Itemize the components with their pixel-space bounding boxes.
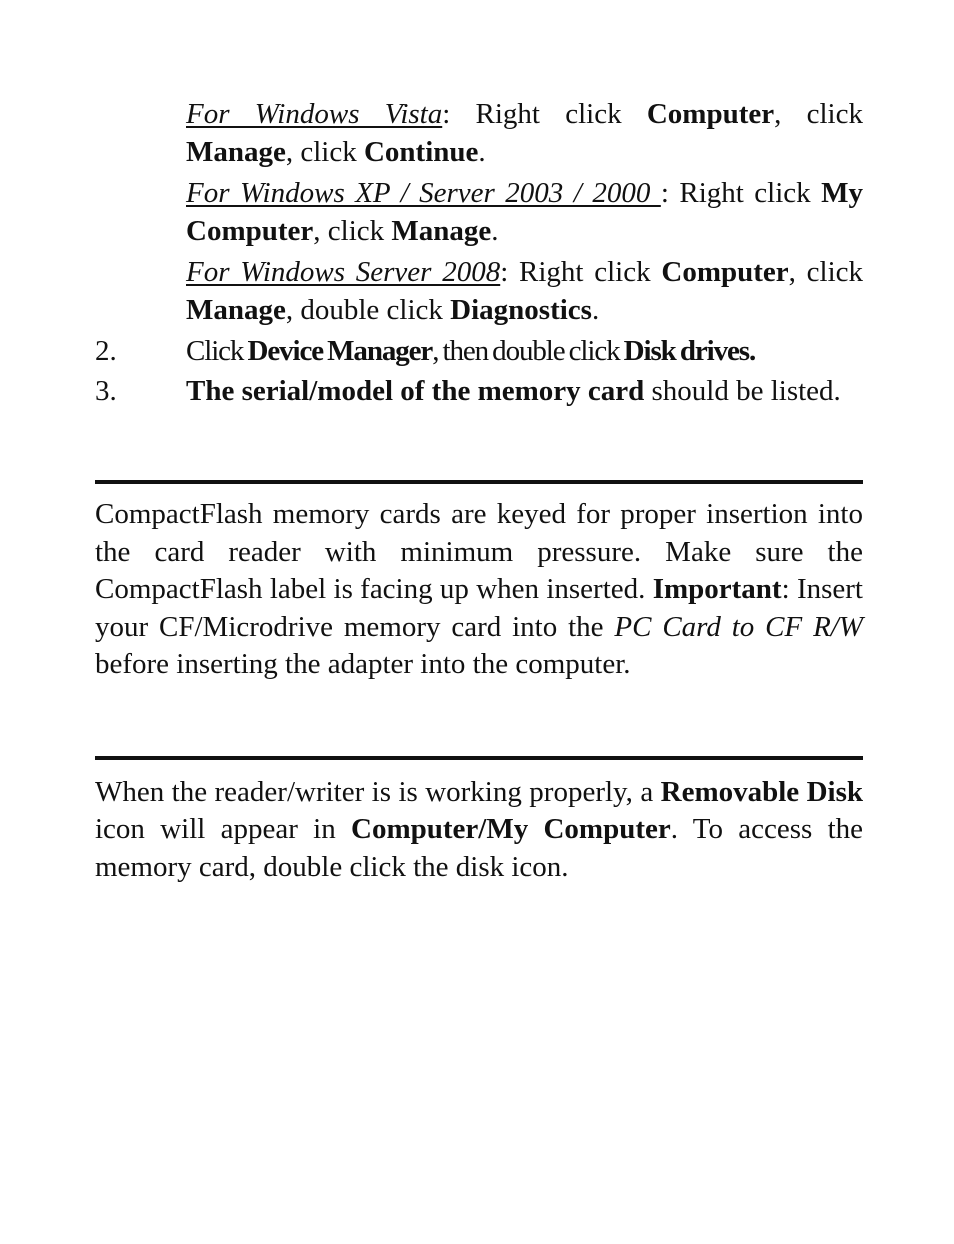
server2008-diagnostics-term: Diagnostics (450, 293, 592, 326)
step-2 (95, 333, 863, 371)
device-manager-term: Device Manager (247, 335, 433, 367)
disk-drives-term: Disk drives. (623, 335, 756, 367)
important-term: Important (652, 573, 782, 605)
serial-model-term: The serial/model of the memory card (186, 374, 645, 407)
step-3 (95, 373, 863, 411)
xp-my-computer-term: My Computer (186, 177, 864, 247)
product-name: PC Card to CF R/W (614, 610, 864, 643)
step-text: Click Device Manager, then double click Disk drives. (186, 335, 756, 367)
xp-instruction: For Windows XP / Server 2003 / 2000 : Right click My Computer, click Manage. (186, 177, 864, 247)
server2008-instruction: For Windows Server 2008: Right click Computer, click Manage, double click Diagnostics. (186, 256, 864, 326)
section-divider (95, 480, 863, 484)
document-page (95, 96, 863, 886)
computer-my-computer-term: Computer/My Computer (351, 813, 671, 845)
step-text: The serial/model of the memory card should be listed. (186, 374, 841, 407)
vista-manage-term: Manage (186, 135, 286, 168)
vista-continue-term: Continue (363, 135, 479, 168)
usage-paragraph: When the reader/writer is is working properly, a Removable Disk icon will appear in Computer/My Computer. To access the memory card, double click the disk icon. (95, 775, 864, 883)
step-number: 3. (95, 374, 117, 407)
removable-disk-term: Removable Disk (660, 775, 863, 808)
os-instructions (186, 96, 863, 329)
xp-manage-term: Manage (391, 214, 492, 247)
vista-os-name: For Windows Vista (186, 98, 443, 130)
compactflash-paragraph: CompactFlash memory cards are keyed for proper insertion into the card reader with minimum pressure. Make sure the CompactFlash label is facing up when inserted. Important: Insert your CF/Microdrive memory card into the PC Card to CF R/W before inserting the adapter into the computer. (95, 498, 864, 680)
xp-os-name: For Windows XP / Server 2003 / 2000 (186, 177, 661, 209)
vista-instruction: For Windows Vista: Right click Computer, click Manage, click Continue. (186, 98, 863, 168)
server2008-os-name: For Windows Server 2008 (186, 256, 501, 288)
vista-computer-term: Computer (646, 98, 775, 130)
step-number: 2. (95, 335, 117, 367)
server2008-computer-term: Computer (661, 256, 789, 288)
section-divider (95, 756, 863, 760)
server2008-manage-term: Manage (186, 293, 286, 326)
